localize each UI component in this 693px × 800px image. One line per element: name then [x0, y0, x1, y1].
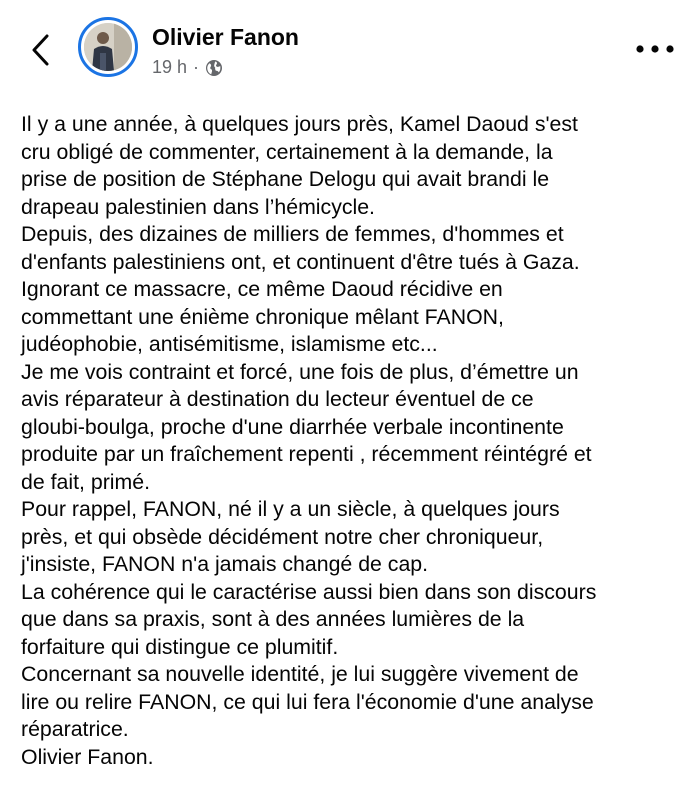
post-text-line: judéophobie, antisémitisme, islamisme etc...: [21, 332, 438, 356]
post-header: [0, 0, 693, 96]
post-text-line: Je me vois contraint et forcé, une fois de plus, d’émettre un: [21, 359, 579, 384]
post-text-line: drapeau palestinien dans l’hémicycle.: [21, 194, 375, 219]
post-text-line: gloubi-boulga, proche d'une diarrhée verbale incontinente: [21, 414, 564, 439]
more-options-button[interactable]: [631, 34, 679, 64]
avatar-photo: [84, 23, 132, 71]
post-text-line: réparatrice.: [21, 717, 129, 741]
post-text-line: près, et qui obsède décidément notre cher chroniqueur,: [21, 524, 544, 549]
post-text-line: Ignorant ce massacre, ce même Daoud récidive en: [21, 277, 503, 301]
post-text-line: Olivier Fanon.: [21, 744, 154, 769]
back-button[interactable]: [22, 30, 58, 70]
avatar[interactable]: [78, 17, 138, 77]
post-text: [21, 111, 681, 771]
post-text-line: Depuis, des dizaines de milliers de femmes, d'hommes et: [21, 222, 564, 246]
post-text-line: cru obligé de commenter, certainement à la demande, la: [21, 139, 553, 164]
post-meta: [152, 57, 223, 78]
post-text-line: que dans sa praxis, sont à des années lumières de la: [21, 607, 525, 631]
more-horizontal-icon: [635, 44, 675, 54]
post-text-line: Concernant sa nouvelle identité, je lui suggère vivement de: [21, 662, 579, 686]
post-text-line: produite par un fraîchement repenti , récemment réintégré et: [21, 442, 592, 466]
post-text-line: commettant une énième chronique mêlant FANON,: [21, 304, 504, 329]
chevron-left-icon: [30, 33, 50, 67]
meta-separator: ·: [193, 57, 200, 77]
post-text-line: prise de position de Stéphane Delogu qui avait brandi le: [21, 167, 550, 191]
post-text-line: La cohérence qui le caractérise aussi bien dans son discours: [21, 579, 597, 604]
post-text-line: avis réparateur à destination du lecteur éventuel de ce: [21, 387, 534, 411]
author-name[interactable]: Olivier Fanon: [152, 24, 299, 50]
post-text-line: Il y a une année, à quelques jours près, Kamel Daoud s'est: [21, 112, 578, 136]
post-text-line: j'insiste, FANON n'a jamais changé de cap.: [21, 552, 429, 576]
post-text-line: d'enfants palestiniens ont, et continuent d'être tués à Gaza.: [21, 249, 580, 274]
globe-icon: [205, 59, 223, 77]
post-text-line: forfaiture qui distingue ce plumitif.: [21, 634, 339, 659]
post-text-line: lire ou relire FANON, ce qui lui fera l'économie d'une analyse: [21, 689, 594, 714]
post-time[interactable]: 19 h: [152, 57, 188, 77]
post-text-line: Pour rappel, FANON, né il y a un siècle, à quelques jours: [21, 497, 560, 521]
post-text-line: de fait, primé.: [21, 469, 151, 494]
